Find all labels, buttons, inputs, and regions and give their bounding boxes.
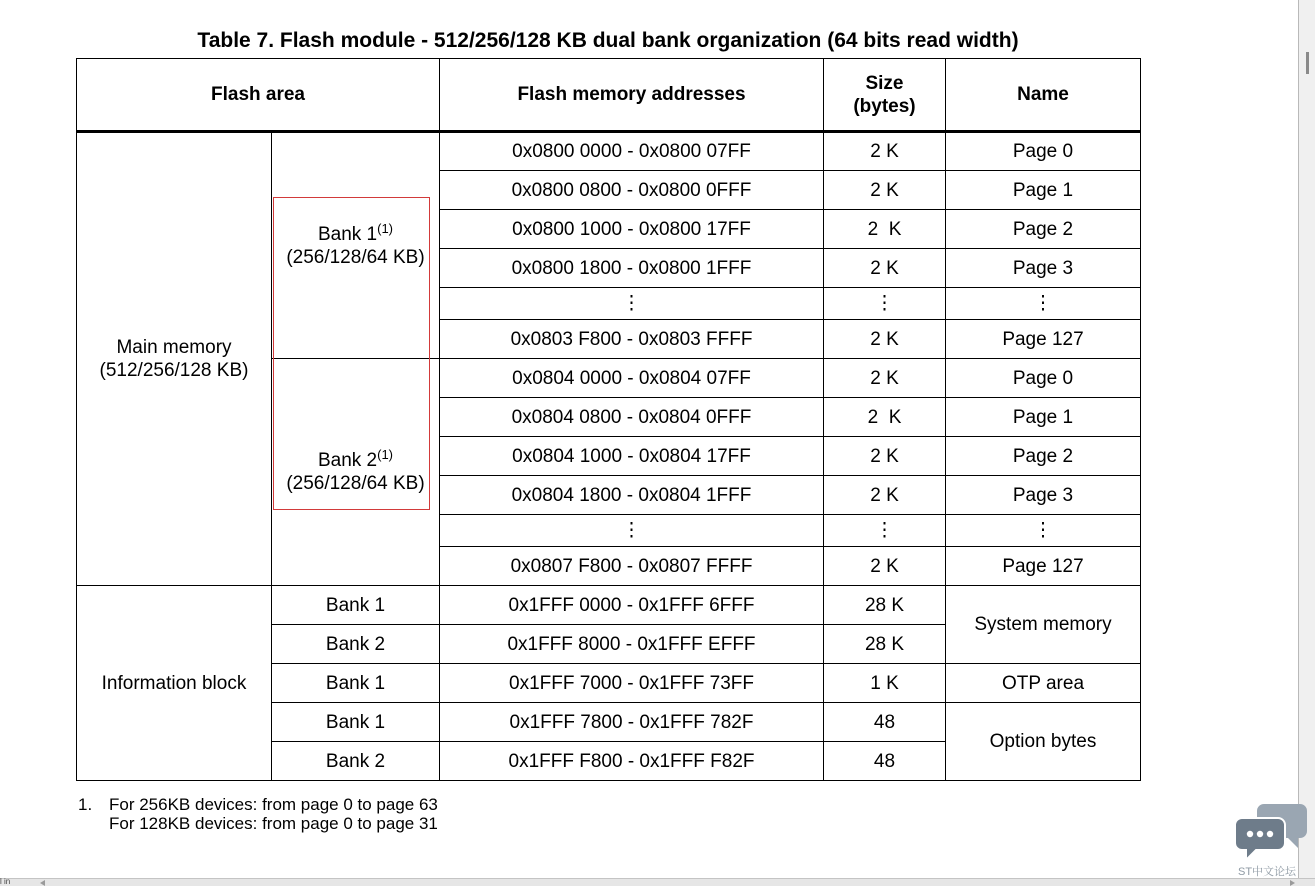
scrollbar-thumb[interactable] <box>1306 52 1309 74</box>
header-row <box>77 59 1141 132</box>
ellipsis-cell: ⋮ <box>440 288 824 320</box>
address-cell: 0x0804 1000 - 0x0804 17FF <box>440 437 824 476</box>
size-cell: 28 K <box>824 625 946 664</box>
ellipsis-cell: ⋮ <box>946 288 1141 320</box>
size-cell: 2 K <box>824 249 946 288</box>
system-memory-cell: System memory <box>946 586 1141 664</box>
otp-area-cell: OTP area <box>946 664 1141 703</box>
page-name-cell: Page 0 <box>946 359 1141 398</box>
flash-organization-table <box>76 58 1141 781</box>
table-title: Table 7. Flash module - 512/256/128 KB dual bank organization (64 bits read width) <box>197 29 1019 52</box>
bank-cell: Bank 1 <box>272 586 440 625</box>
size-cell: 28 K <box>824 586 946 625</box>
footnote-number: 1. <box>78 795 93 814</box>
scroll-right-arrow-icon[interactable] <box>1290 880 1295 886</box>
footnote-line-2: For 128KB devices: from page 0 to page 31 <box>109 814 438 833</box>
address-cell: 0x0804 0000 - 0x0804 07FF <box>440 359 824 398</box>
ellipsis-cell: ⋮ <box>824 515 946 547</box>
ellipsis-cell: ⋮ <box>824 288 946 320</box>
table-row <box>77 132 1141 171</box>
page-name-cell: Page 127 <box>946 547 1141 586</box>
header-size: Size (bytes) <box>824 59 946 132</box>
footnote <box>78 795 438 833</box>
size-cell: 2 K <box>824 437 946 476</box>
address-cell: 0x0800 0800 - 0x0800 0FFF <box>440 171 824 210</box>
address-cell: 0x0803 F800 - 0x0803 FFFF <box>440 320 824 359</box>
page-name-cell: Page 1 <box>946 171 1141 210</box>
option-bytes-cell: Option bytes <box>946 703 1141 781</box>
address-cell: 0x1FFF 7800 - 0x1FFF 782F <box>440 703 824 742</box>
size-cell: 2 K <box>824 320 946 359</box>
size-cell: 48 <box>824 742 946 781</box>
horizontal-scrollbar[interactable] <box>0 878 1315 886</box>
bank-cell: Bank 2 <box>272 625 440 664</box>
address-cell: 0x0800 1800 - 0x0800 1FFF <box>440 249 824 288</box>
size-cell: 48 <box>824 703 946 742</box>
page-name-cell: Page 0 <box>946 132 1141 171</box>
size-cell: 2 K <box>824 171 946 210</box>
address-cell: 0x0800 0000 - 0x0800 07FF <box>440 132 824 171</box>
size-cell: 2 K <box>824 398 946 437</box>
vertical-scrollbar[interactable] <box>1298 0 1315 878</box>
header-name: Name <box>946 59 1141 132</box>
table-row <box>77 586 1141 625</box>
address-cell: 0x0804 1800 - 0x0804 1FFF <box>440 476 824 515</box>
address-cell: 0x0800 1000 - 0x0800 17FF <box>440 210 824 249</box>
chat-label: ST中文论坛 <box>1238 866 1297 878</box>
address-cell: 0x0807 F800 - 0x0807 FFFF <box>440 547 824 586</box>
bank-cell: Bank 1 <box>272 664 440 703</box>
information-block-cell: Information block <box>77 586 272 781</box>
main-memory-cell: Main memory (512/256/128 KB) <box>77 132 272 586</box>
bank1-cell: Bank 1$^{(1)}$ (256/128/64 KB) <box>272 132 440 359</box>
page-name-cell: Page 3 <box>946 476 1141 515</box>
bank-cell: Bank 2 <box>272 742 440 781</box>
ellipsis-cell: ⋮ <box>946 515 1141 547</box>
page-name-cell: Page 3 <box>946 249 1141 288</box>
corner-label: l in <box>0 877 11 886</box>
page-name-cell: Page 2 <box>946 210 1141 249</box>
page-name-cell: Page 127 <box>946 320 1141 359</box>
address-cell: 0x1FFF 7000 - 0x1FFF 73FF <box>440 664 824 703</box>
size-cell: 2 K <box>824 210 946 249</box>
size-cell: 2 K <box>824 132 946 171</box>
scroll-left-arrow-icon[interactable] <box>40 880 45 886</box>
header-flash-area: Flash area <box>77 59 440 132</box>
address-cell: 0x1FFF 8000 - 0x1FFF EFFF <box>440 625 824 664</box>
size-cell: 2 K <box>824 547 946 586</box>
address-cell: 0x0804 0800 - 0x0804 0FFF <box>440 398 824 437</box>
address-cell: 0x1FFF 0000 - 0x1FFF 6FFF <box>440 586 824 625</box>
address-cell: 0x1FFF F800 - 0x1FFF F82F <box>440 742 824 781</box>
size-cell: 2 K <box>824 359 946 398</box>
size-cell: 1 K <box>824 664 946 703</box>
page-name-cell: Page 1 <box>946 398 1141 437</box>
bank2-cell: Bank 2$^{(1)}$ (256/128/64 KB) <box>272 359 440 586</box>
ellipsis-cell: ⋮ <box>440 515 824 547</box>
page-name-cell: Page 2 <box>946 437 1141 476</box>
footnote-line-1: For 256KB devices: from page 0 to page 63 <box>109 795 438 814</box>
header-addresses: Flash memory addresses <box>440 59 824 132</box>
bank-cell: Bank 1 <box>272 703 440 742</box>
size-cell: 2 K <box>824 476 946 515</box>
